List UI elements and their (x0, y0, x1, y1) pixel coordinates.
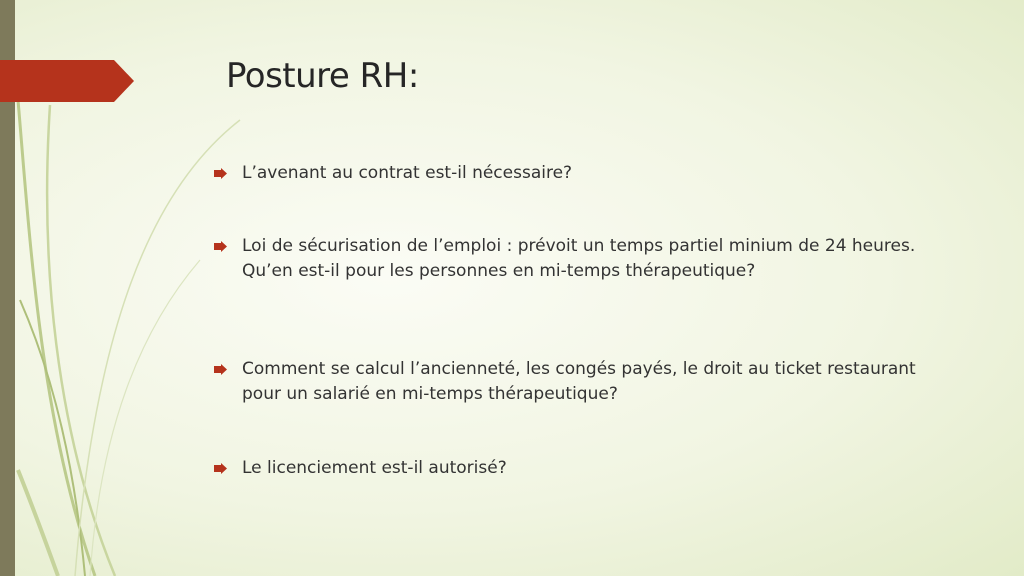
slide-title: Posture RH: (226, 56, 419, 96)
arrow-right-icon (214, 456, 242, 481)
bullet-item (214, 234, 954, 284)
arrow-right-icon (214, 161, 242, 186)
arrow-right-icon (214, 357, 242, 382)
bullet-item (214, 161, 954, 186)
bullet-text: Le licenciement est-il autorisé? (242, 458, 507, 478)
bullet-text: Loi de sécurisation de l’emploi : prévoit un temps partiel minium de 24 heures. Qu’en est-il pour les personnes en mi-temps thérapeutique? (242, 236, 916, 281)
bullet-item (214, 357, 954, 407)
bullet-text: Comment se calcul l’ancienneté, les congés payés, le droit au ticket restaurant pour un salarié en mi-temps thérapeutique? (242, 359, 916, 404)
bullet-text: L’avenant au contrat est-il nécessaire? (242, 163, 573, 183)
bullet-item (214, 456, 954, 481)
arrow-right-icon (214, 234, 242, 259)
